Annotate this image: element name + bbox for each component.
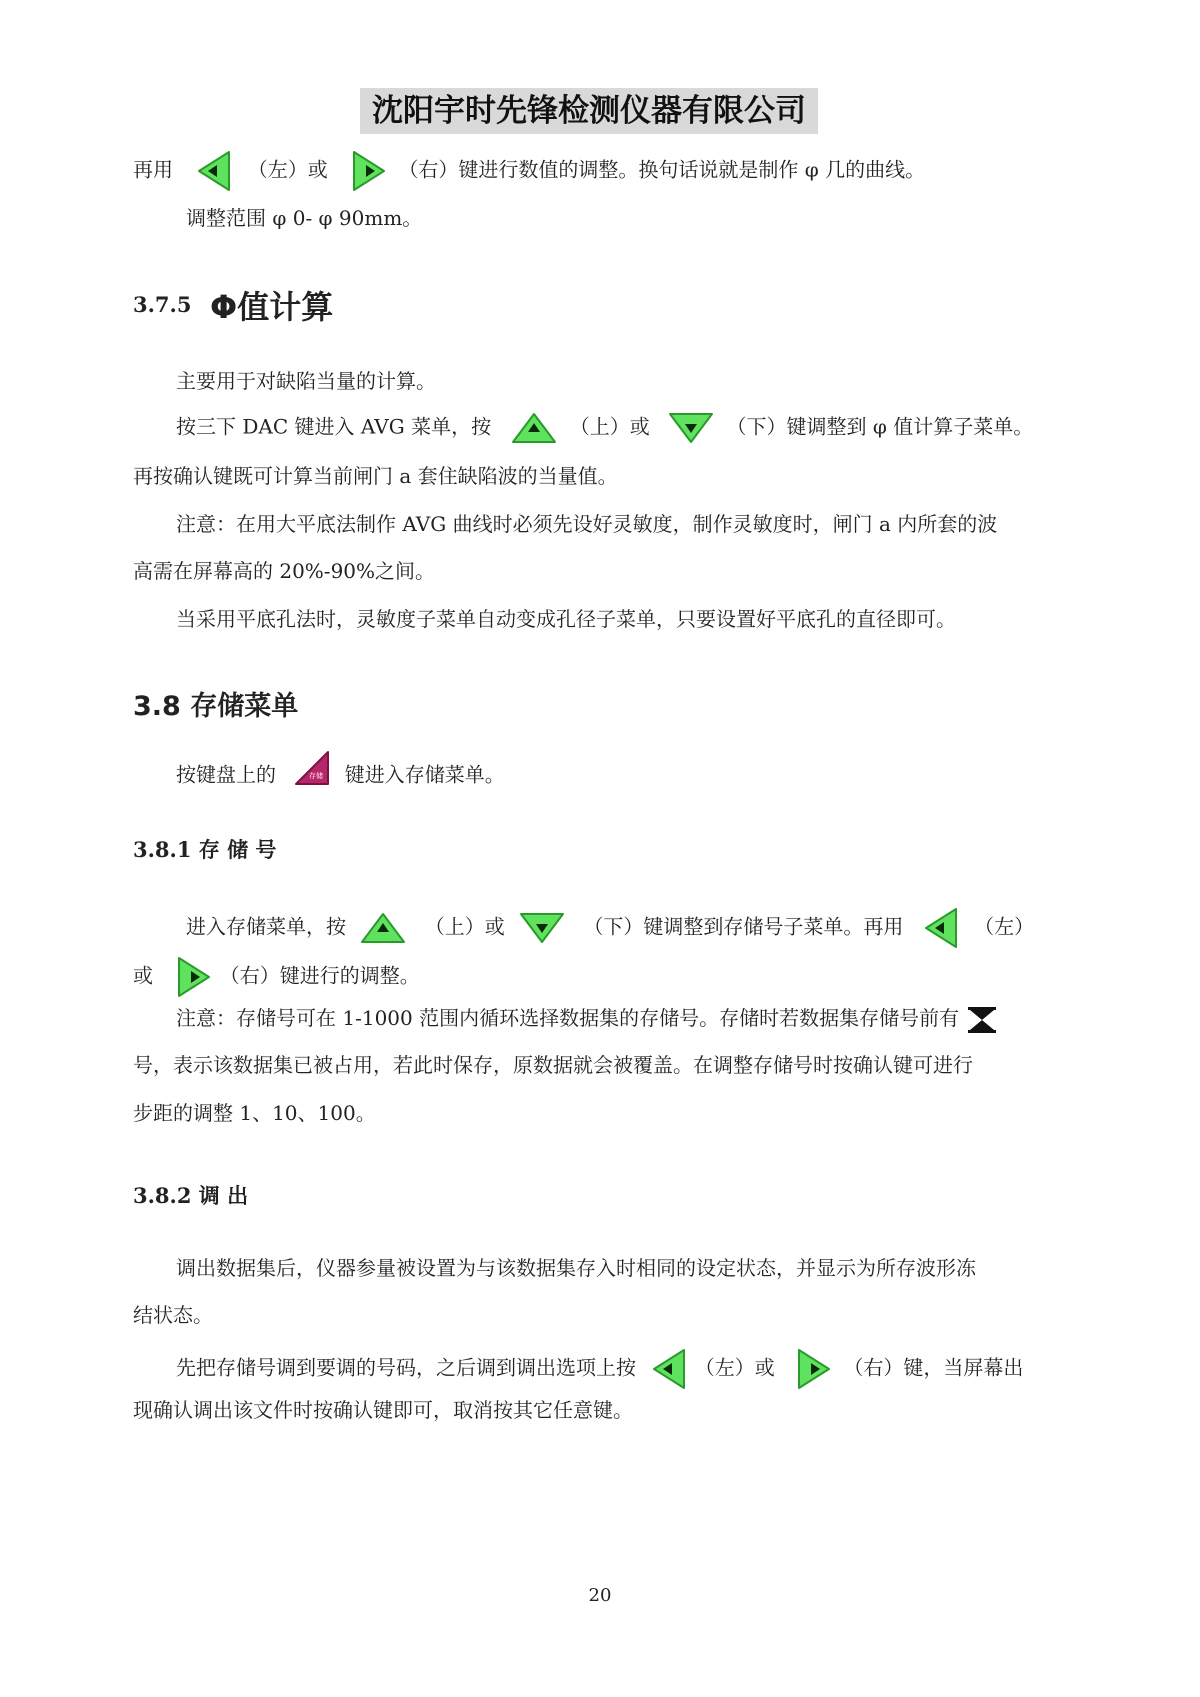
- text: 再用: [133, 157, 173, 182]
- text: 键进入存储菜单。: [344, 762, 505, 787]
- s375-para-3-line-1: 注意：在用大平底法制作 AVG 曲线时必须先设好灵敏度，制作灵敏度时，闸门 a 内所套的波: [176, 512, 998, 536]
- section-3-8-title: 3.8 存储菜单: [133, 691, 299, 722]
- intro-line-1: [133, 150, 925, 192]
- text: 进入存储菜单，按: [186, 914, 346, 939]
- s381-para-1-line-2: [133, 956, 420, 998]
- text: （左）或: [694, 1355, 775, 1380]
- text: 按键盘上的: [176, 762, 276, 787]
- intro-line-2: 调整范围 φ 0- φ 90mm。: [186, 206, 423, 230]
- text: （右）键进行的调整。: [219, 963, 420, 988]
- text: （下）键调整到 φ 值计算子菜单。: [726, 414, 1034, 439]
- s381-para-1-line-1: [186, 907, 1034, 949]
- text: 注意：存储号可在 1-1000 范围内循环选择数据集的存储号。存储时若数据集存储号前有: [176, 1006, 960, 1030]
- s381-para-2-line-3: 步距的调整 1、10、100。: [133, 1101, 376, 1125]
- store-key-icon: [294, 750, 330, 786]
- left-arrow-key-icon: [652, 1348, 686, 1390]
- section-3-8-1-title: 3.8.1 存 储 号: [133, 837, 277, 862]
- right-arrow-key-icon: [177, 956, 211, 998]
- text: 按三下 DAC 键进入 AVG 菜单，按: [176, 414, 492, 439]
- section-3-7-5-number: 3.7.5: [133, 292, 192, 317]
- s382-para-1-line-1: 调出数据集后，仪器参量被设置为与该数据集存入时相同的设定状态，并显示为所存波形冻: [176, 1256, 976, 1280]
- s382-para-2-line-1: [176, 1348, 1023, 1390]
- s381-para-2-line-2: 号，表示该数据集已被占用，若此时保存，原数据就会被覆盖。在调整存储号时按确认键可进行: [133, 1053, 973, 1077]
- store-key-label: 存储: [309, 772, 324, 780]
- text: （右）键，当屏幕出: [843, 1355, 1024, 1380]
- section-3-7-5-title: Φ值计算: [210, 288, 334, 326]
- s382-para-1-line-2: 结状态。: [133, 1303, 213, 1327]
- text: （左）或: [247, 157, 328, 182]
- down-arrow-key-icon: [519, 912, 565, 944]
- left-arrow-key-icon: [924, 907, 958, 949]
- text: （上）或: [424, 914, 505, 939]
- right-arrow-key-icon: [797, 1348, 831, 1390]
- right-arrow-key-icon: [352, 150, 386, 192]
- text: （左）: [974, 914, 1035, 939]
- company-header: 沈阳宇时先锋检测仪器有限公司: [372, 93, 806, 129]
- up-arrow-key-icon: [511, 412, 557, 444]
- left-arrow-key-icon: [197, 150, 231, 192]
- text: （下）键调整到存储号子菜单。再用: [583, 914, 904, 939]
- s375-para-3-line-2: 高需在屏幕高的 20%-90%之间。: [133, 559, 436, 583]
- text: （上）或: [569, 414, 650, 439]
- up-arrow-key-icon: [360, 912, 406, 944]
- text: 或: [133, 963, 153, 988]
- s382-para-2-line-2: 现确认调出该文件时按确认键即可，取消按其它任意键。: [133, 1398, 633, 1422]
- s38-para-1: [176, 758, 505, 794]
- s375-para-1: 主要用于对缺陷当量的计算。: [176, 369, 436, 393]
- text: 先把存储号调到要调的号码，之后调到调出选项上按: [176, 1355, 636, 1380]
- s375-para-2-line-2: 再按确认键既可计算当前闸门 a 套住缺陷波的当量值。: [133, 464, 618, 488]
- s381-para-2-line-1: [176, 1004, 997, 1034]
- hourglass-icon: [967, 1006, 997, 1034]
- down-arrow-key-icon: [668, 412, 714, 444]
- page-number: 20: [588, 1585, 612, 1606]
- section-3-8-2-title: 3.8.2 调 出: [133, 1183, 249, 1208]
- s375-para-4: 当采用平底孔法时，灵敏度子菜单自动变成孔径子菜单，只要设置好平底孔的直径即可。: [176, 607, 956, 631]
- text: （右）键进行数值的调整。换句话说就是制作 φ 几的曲线。: [398, 157, 926, 182]
- s375-para-2-line-1: [176, 412, 1033, 444]
